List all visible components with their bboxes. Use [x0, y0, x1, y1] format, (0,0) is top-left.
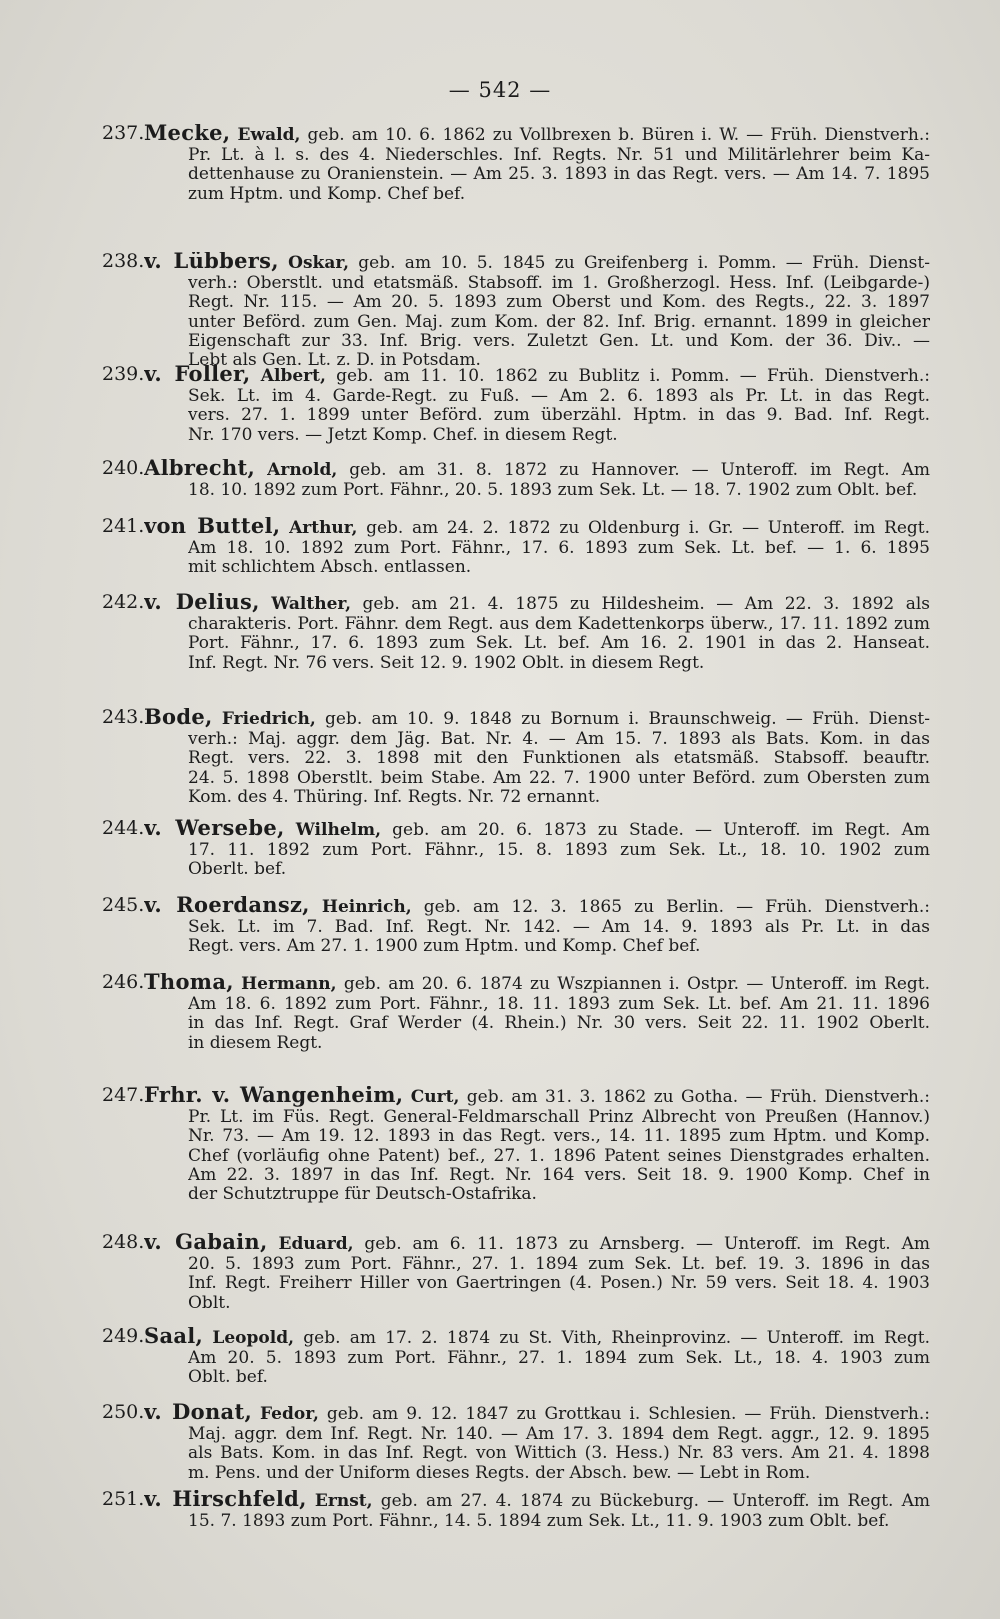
entry-text-line: Oberlt. bef.: [188, 860, 287, 879]
entry-number: 237.: [102, 122, 145, 144]
entry-text: geb. am 21. 4. 1875 zu Hildesheim. — Am 22. 3. 1892 als: [362, 594, 930, 614]
entry-number: 248.: [102, 1231, 145, 1253]
entry-number: 244.: [102, 817, 145, 839]
entry-first-line: [144, 1327, 930, 1348]
entry-number: 250.: [102, 1401, 145, 1423]
entry-text: geb. am 20. 6. 1874 zu Wszpiannen i. Ostpr. — Unteroff. im Regt.: [343, 974, 930, 994]
entry-text: geb. am 10. 9. 1848 zu Bornum i. Braunschweig. — Früh. Dienst-: [325, 709, 930, 729]
entry-surname: v. Delius,: [144, 593, 260, 614]
entry-text-line: 15. 7. 1893 zum Port. Fähnr., 14. 5. 1894 zum Sek. Lt., 11. 9. 1903 zum Oblt. bef.: [188, 1512, 890, 1531]
entry-surname: Saal,: [144, 1327, 204, 1348]
entry-text-line: Regt. vers. Am 27. 1. 1900 zum Hptm. und Komp. Chef bef.: [188, 937, 701, 956]
entry-text-line: Pr. Lt. im Füs. Regt. General-Feldmarschall Prinz Albrecht von Preußen (Hannov.): [188, 1108, 930, 1127]
entry-first-line: [144, 517, 930, 538]
entry-surname: v. Donat,: [144, 1403, 253, 1424]
entry-first-name: Friedrich,: [221, 709, 316, 729]
entry-first-line: [144, 708, 930, 729]
entry-text-line: 18. 10. 1892 zum Port. Fähnr., 20. 5. 1893 zum Sek. Lt. — 18. 7. 1902 zum Oblt. bef.: [188, 481, 918, 500]
entry-first-name: Oskar,: [288, 253, 349, 273]
entry-text-line: Am 18. 6. 1892 zum Port. Fähnr., 18. 11. 1893 zum Sek. Lt. bef. Am 21. 11. 1896: [188, 995, 930, 1014]
entry-first-line: [144, 365, 930, 386]
entry-text-line: Am 22. 3. 1897 in das Inf. Regt. Nr. 164 vers. Seit 18. 9. 1900 Komp. Chef in: [188, 1165, 930, 1185]
entry-number: 247.: [102, 1084, 145, 1106]
entry-surname: v. Roerdansz,: [144, 896, 310, 917]
entry-first-line: [144, 1086, 930, 1107]
entry-text-line: Oblt. bef.: [188, 1368, 268, 1387]
entry-number: 251.: [102, 1488, 145, 1510]
entry-first-line: [144, 1490, 930, 1511]
entry-first-line: [144, 896, 930, 917]
entry-first-name: Eduard,: [278, 1234, 354, 1254]
entry-text-line: verh.: Oberstlt. und etatsmäß. Stabsoff. im 1. Großherzogl. Hess. Inf. (Leibgarde-): [188, 274, 930, 293]
entry-first-name: Walther,: [271, 594, 352, 614]
entry-text-line: Chef (vorläufig ohne Patent) bef., 27. 1. 1896 Patent seines Dienstgrades erhalten.: [188, 1146, 930, 1166]
entry-text: geb. am 20. 6. 1873 zu Stade. — Unteroff. im Regt. Am: [392, 820, 930, 840]
entry-text-line: Regt. vers. 22. 3. 1898 mit den Funktionen als etatsmäß. Stabsoff. beauftr.: [188, 749, 930, 768]
entry-first-line: [144, 124, 930, 145]
entry-number: 246.: [102, 971, 145, 993]
entry-text-line: Inf. Regt. Freiherr Hiller von Gaertringen (4. Posen.) Nr. 59 vers. Seit 18. 4. 1903: [188, 1274, 930, 1293]
entry-number: 242.: [102, 591, 145, 613]
entry-number: 249.: [102, 1325, 145, 1347]
entry-text-line: Kom. des 4. Thüring. Inf. Regts. Nr. 72 ernannt.: [188, 787, 601, 807]
entry-text: geb. am 6. 11. 1873 zu Arnsberg. — Unteroff. im Regt. Am: [364, 1234, 930, 1254]
entry-number: 238.: [102, 250, 145, 272]
entry-first-name: Hermann,: [241, 974, 337, 994]
entry-surname: Albrecht,: [144, 459, 256, 480]
entry-first-name: Arnold,: [267, 460, 338, 480]
entry-first-name: Albert,: [260, 366, 326, 386]
entry-text-line: 24. 5. 1898 Oberstlt. beim Stabe. Am 22. 7. 1900 unter Beförd. zum Obersten zum: [188, 768, 930, 788]
entry-first-name: Heinrich,: [321, 897, 412, 917]
entry-text-line: Sek. Lt. im 4. Garde-Regt. zu Fuß. — Am 2. 6. 1893 als Pr. Lt. in das Regt.: [188, 387, 930, 406]
entry-text-line: Oblt.: [188, 1293, 231, 1313]
entry-text-line: m. Pens. und der Uniform dieses Regts. der Absch. bew. — Lebt in Rom.: [188, 1463, 811, 1483]
entry-first-name: Ewald,: [237, 125, 301, 145]
entry-text-line: Lebt als Gen. Lt. z. D. in Potsdam.: [188, 351, 481, 370]
entry-text-line: 17. 11. 1892 zum Port. Fähnr., 15. 8. 1893 zum Sek. Lt., 18. 10. 1902 zum: [188, 841, 930, 860]
entry-text-line: zum Hptm. und Komp. Chef bef.: [188, 184, 466, 204]
entry-text-line: dettenhause zu Oranienstein. — Am 25. 3. 1893 in das Regt. vers. — Am 14. 7. 1895: [188, 165, 930, 184]
entry-text: geb. am 12. 3. 1865 zu Berlin. — Früh. Dienstverh.:: [423, 897, 930, 917]
entry-text: geb. am 24. 2. 1872 zu Oldenburg i. Gr. — Unteroff. im Regt.: [366, 518, 930, 538]
entry-text-line: Am 18. 10. 1892 zum Port. Fähnr., 17. 6. 1893 zum Sek. Lt. bef. — 1. 6. 1895: [188, 539, 930, 558]
entry-surname: v. Lübbers,: [144, 252, 279, 273]
entry-text-line: Sek. Lt. im 7. Bad. Inf. Regt. Nr. 142. — Am 14. 9. 1893 als Pr. Lt. in das: [188, 918, 930, 937]
entry-surname: Frhr. v. Wangenheim,: [144, 1086, 404, 1107]
entry-text-line: als Bats. Kom. in das Inf. Regt. von Wittich (3. Hess.) Nr. 83 vers. Am 21. 4. 1898: [188, 1444, 930, 1463]
entry-first-line: [144, 593, 930, 614]
page-number: — 542 —: [448, 78, 552, 102]
entry-first-name: Arthur,: [289, 518, 358, 538]
entry-text-line: in diesem Regt.: [188, 1033, 323, 1053]
entry-text-line: charakteris. Port. Fähnr. dem Regt. aus dem Kadettenkorps überw., 17. 11. 1892 zum: [188, 615, 930, 634]
entry-first-line: [144, 459, 930, 480]
entry-text-line: Pr. Lt. à l. s. des 4. Niederschles. Inf. Regts. Nr. 51 und Militärlehrer beim Ka-: [188, 146, 930, 165]
entry-text: geb. am 10. 6. 1862 zu Vollbrexen b. Büren i. W. — Früh. Dienstverh.:: [307, 125, 930, 145]
entry-surname: v. Foller,: [144, 365, 251, 386]
entry-text: geb. am 17. 2. 1874 zu St. Vith, Rheinprovinz. — Unteroff. im Regt.: [303, 1328, 930, 1348]
entry-text-line: Inf. Regt. Nr. 76 vers. Seit 12. 9. 1902 Oblt. in diesem Regt.: [188, 653, 705, 673]
entry-surname: v. Gabain,: [144, 1233, 268, 1254]
entry-first-line: [144, 973, 930, 994]
entry-surname: v. Hirschfeld,: [144, 1490, 307, 1511]
entry-text-line: Port. Fähnr., 17. 6. 1893 zum Sek. Lt. bef. Am 16. 2. 1901 in das 2. Hanseat.: [188, 634, 930, 653]
entry-text-line: Maj. aggr. dem Inf. Regt. Nr. 140. — Am 17. 3. 1894 dem Regt. aggr., 12. 9. 1895: [188, 1425, 930, 1444]
entry-first-name: Ernst,: [314, 1491, 373, 1511]
entry-number: 241.: [102, 515, 145, 537]
entry-text-line: Nr. 73. — Am 19. 12. 1893 in das Regt. vers., 14. 11. 1895 zum Hptm. und Komp.: [188, 1127, 930, 1146]
entry-text: geb. am 31. 3. 1862 zu Gotha. — Früh. Dienstverh.:: [466, 1087, 930, 1107]
entry-text: geb. am 31. 8. 1872 zu Hannover. — Unteroff. im Regt. Am: [349, 460, 930, 480]
entry-first-name: Leopold,: [212, 1328, 295, 1348]
entry-text-line: mit schlichtem Absch. entlassen.: [188, 558, 472, 577]
entry-text-line: Regt. Nr. 115. — Am 20. 5. 1893 zum Oberst und Kom. des Regts., 22. 3. 1897: [188, 293, 930, 312]
entry-first-name: Wilhelm,: [295, 820, 381, 840]
entry-number: 239.: [102, 363, 145, 385]
entry-text-line: Am 20. 5. 1893 zum Port. Fähnr., 27. 1. 1894 zum Sek. Lt., 18. 4. 1903 zum: [188, 1349, 930, 1368]
entry-surname: Thoma,: [144, 973, 234, 994]
entry-first-line: [144, 252, 930, 273]
entry-surname: Mecke,: [144, 124, 231, 145]
entry-first-name: Curt,: [410, 1087, 460, 1107]
entry-surname: von Buttel,: [144, 517, 281, 538]
entry-text: geb. am 9. 12. 1847 zu Grottkau i. Schlesien. — Früh. Dienstverh.:: [326, 1404, 930, 1424]
entry-surname: v. Wersebe,: [144, 819, 285, 840]
entry-number: 243.: [102, 706, 145, 728]
entry-text: geb. am 10. 5. 1845 zu Greifenberg i. Pomm. — Früh. Dienst-: [358, 253, 930, 273]
entry-text: geb. am 11. 10. 1862 zu Bublitz i. Pomm. — Früh. Dienstverh.:: [336, 366, 930, 386]
entry-text-line: der Schutztruppe für Deutsch-Ostafrika.: [188, 1185, 537, 1204]
entry-number: 240.: [102, 457, 145, 479]
entry-text-line: Nr. 170 vers. — Jetzt Komp. Chef. in diesem Regt.: [188, 425, 618, 445]
entry-number: 245.: [102, 894, 145, 916]
entry-first-name: Fedor,: [260, 1404, 319, 1424]
entry-surname: Bode,: [144, 708, 213, 729]
entry-text-line: 20. 5. 1893 zum Port. Fähnr., 27. 1. 1894 zum Sek. Lt. bef. 19. 3. 1896 in das: [188, 1255, 930, 1274]
entry-text-line: verh.: Maj. aggr. dem Jäg. Bat. Nr. 4. — Am 15. 7. 1893 als Bats. Kom. in das: [188, 730, 930, 749]
entry-text-line: unter Beförd. zum Gen. Maj. zum Kom. der 82. Inf. Brig. ernannt. 1899 in gleicher: [188, 312, 930, 332]
entry-text: geb. am 27. 4. 1874 zu Bückeburg. — Unteroff. im Regt. Am: [380, 1491, 930, 1511]
entry-text-line: Eigenschaft zur 33. Inf. Brig. vers. Zuletzt Gen. Lt. und Kom. der 36. Div.. —: [188, 331, 930, 351]
entry-first-line: [144, 819, 930, 840]
entry-text-line: vers. 27. 1. 1899 unter Beförd. zum überzähl. Hptm. in das 9. Bad. Inf. Regt.: [188, 406, 930, 425]
entry-first-line: [144, 1403, 930, 1424]
entry-text-line: in das Inf. Regt. Graf Werder (4. Rhein.) Nr. 30 vers. Seit 22. 11. 1902 Oberlt.: [188, 1014, 930, 1033]
entry-first-line: [144, 1233, 930, 1254]
